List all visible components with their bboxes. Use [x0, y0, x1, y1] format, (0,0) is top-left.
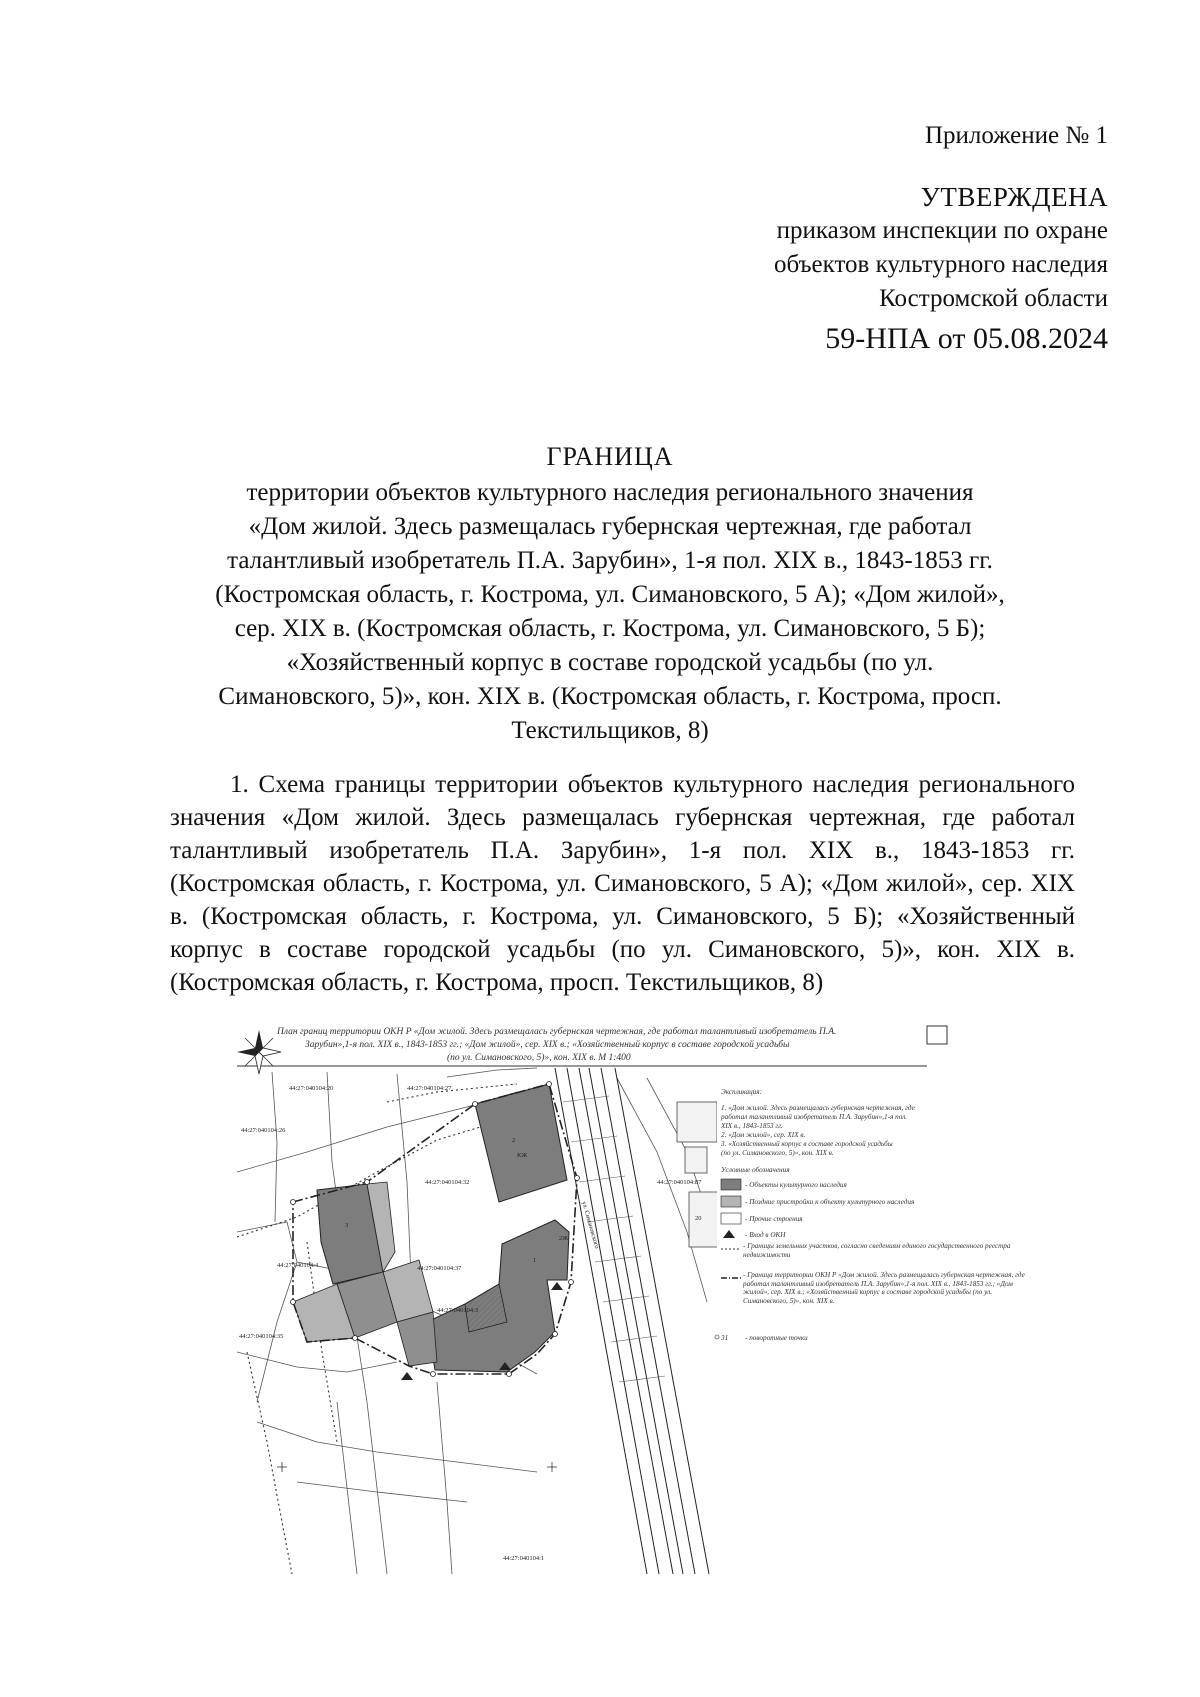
legend-swatch-okn	[721, 1179, 741, 1190]
explication-line: XIX в., 1843-1853 гг.	[721, 1122, 783, 1130]
map-title-line-2: Зарубин»,1-я пол. XIX в., 1843-1853 гг.; «Дом жилой», сер. XIX в.; «Хозяйственный корпус в составе городской усадьбы	[305, 1040, 790, 1050]
annex-5	[397, 1312, 437, 1366]
grid-cross-marks	[277, 1462, 557, 1472]
heading-line: «Дом жилой. Здесь размещалась губернская чертежная, где работал	[248, 513, 972, 540]
heading-line: Текстильщиков, 8)	[511, 717, 709, 744]
legend-item: - Граница территории ОКН Р «Дом жилой. Здесь размещалась губернская чертежная, где работал талантливый изобретатель П.А. Зарубин»,1-я пол. XIX в., 1843-1853 гг.; «Дом жилой», сер. XIX в.; «Хозяйственный корпус в составе городской усадьбы (по ул. Симановского, 5)», кон. XIX в.	[743, 1271, 1025, 1305]
legend-item: - Поздние пристройки к объекту культурного наследия	[745, 1198, 915, 1206]
parcel-label: 44:27:040104:1	[503, 1555, 545, 1562]
legend-swatch-other	[721, 1213, 741, 1224]
explication-title: Экспликация:	[721, 1088, 763, 1096]
section-1-paragraph: 1. Схема границы территории объектов культурного наследия регионального значения «Дом жилой. Здесь размещалась губернская чертежная, где работал талантливый изобретатель П.А. Зарубин», 1-я пол. XIX в., 1843-1853 гг. (Костромская область, г. Кострома, ул. Симановского, 5 А); «Дом жилой», сер. XIX в. (Костромская область, г. Кострома, ул. Симановского, 5 Б); «Хозяйственный корпус в составе городской усадьбы (по ул. Симановского, 5)», кон. XIX в. (Костромская область, г. Кострома, просп. Текстильщиков, 8)	[170, 771, 1075, 996]
explication-line: работал талантливый изобретатель П.А. Зарубин»,1-я пол.	[721, 1113, 908, 1121]
building-label-kzh: КЖ	[517, 1152, 528, 1159]
map-title-line-1: План границ территории ОКН Р «Дом жилой. Здесь размещалась губернская чертежная, где работал талантливый изобретатель П.А.	[277, 1027, 837, 1037]
legend-swatch-annex	[721, 1196, 741, 1207]
street-corridor	[555, 1068, 709, 1574]
parcel-label: 44:27:040104:4	[277, 1262, 319, 1269]
heading-line: Симановского, 5)», кон. XIX в. (Костромская область, г. Кострома, просп.	[218, 683, 1002, 710]
building-label-1: 1	[533, 1257, 537, 1264]
legend-point-icon	[715, 1335, 719, 1339]
explication-line: 2. «Дом жилой», сер. XIX в.	[721, 1131, 806, 1139]
authority-line-2: объектов культурного наследия	[774, 251, 1108, 278]
parcel-label: 44:27:040104:37	[417, 1265, 462, 1272]
authority-line-3: Костромской области	[879, 285, 1108, 312]
heading-line: талантливый изобретатель П.А. Зарубин», 1-я пол. XIX в., 1843-1853 гг.	[227, 547, 993, 574]
map-title-line-3: (по ул. Симановского, 5)», кон. XIX в. М 1:400	[447, 1053, 631, 1063]
legend-item: - Прочие строения	[745, 1215, 803, 1223]
legend-item: - Границы земельных участков, согласно сведениям единого государственного реестра недвижимости	[743, 1242, 1011, 1259]
approval-block	[774, 180, 1108, 356]
heading-line: сер. XIX в. (Костромская область, г. Кострома, ул. Симановского, 5 Б);	[234, 615, 986, 642]
parcel-label: 44:27:040104:27	[407, 1085, 452, 1092]
approved-label: УТВЕРЖДЕНА	[920, 182, 1108, 212]
parcel-label: 44:27:040104:32	[425, 1179, 470, 1186]
building-label-20: 20	[695, 1215, 702, 1222]
document-heading	[170, 440, 1050, 748]
street-label: ул. Симановского	[580, 1200, 601, 1250]
legend-item-wrap	[743, 1242, 1028, 1268]
order-number: 59-НПА от 05.08.2024	[825, 322, 1108, 355]
parcel-label: 44:27:040104:87	[657, 1179, 702, 1186]
heading-title: ГРАНИЦА	[546, 442, 674, 471]
legend-item: - поворотные точки	[745, 1334, 808, 1342]
appendix-number: Приложение № 1	[924, 122, 1108, 149]
legend-title: Условные обозначения	[721, 1166, 790, 1174]
map-legend	[715, 1082, 1030, 1417]
legend-point-sample: 31	[721, 1334, 729, 1342]
heading-line: «Хозяйственный корпус в составе городской усадьбы (по ул.	[286, 649, 934, 676]
explication-line: 3. «Хозяйственный корпус в составе городской усадьбы	[721, 1140, 893, 1148]
parcel-label: 44:27:040104:35	[239, 1333, 284, 1340]
explication-line: (по ул. Симановского, 5)», кон. XIX в.	[721, 1149, 834, 1157]
authority-line-1: приказом инспекции по охране	[776, 217, 1108, 244]
heading-line: (Костромская область, г. Кострома, ул. Симановского, 5 А); «Дом жилой»,	[215, 581, 1005, 608]
parcel-label: 44:27:040104:3	[437, 1307, 479, 1314]
legend-item-wrap	[743, 1271, 1028, 1321]
building-label-2: 2	[512, 1137, 516, 1144]
parcel-label: 44:27:040104:20	[289, 1085, 334, 1092]
explication-line: 1. «Дом жилой. Здесь размещалась губернская чертежная, где	[721, 1104, 915, 1112]
legend-item: - Вход в ОКН	[745, 1231, 786, 1239]
legend-item: - Объекты культурного наследия	[745, 1181, 847, 1189]
okn-building-2	[475, 1084, 567, 1202]
building-label-2zh: 2Ж	[559, 1235, 569, 1242]
map-svg	[237, 1022, 1030, 1574]
heading-line: территории объектов культурного наследия регионального значения	[246, 479, 974, 506]
building-label-3: 3	[345, 1222, 349, 1229]
boundary-map	[237, 1022, 1030, 1574]
map-drawing	[237, 1068, 737, 1574]
parcel-label: 44:27:040104:26	[241, 1127, 286, 1134]
